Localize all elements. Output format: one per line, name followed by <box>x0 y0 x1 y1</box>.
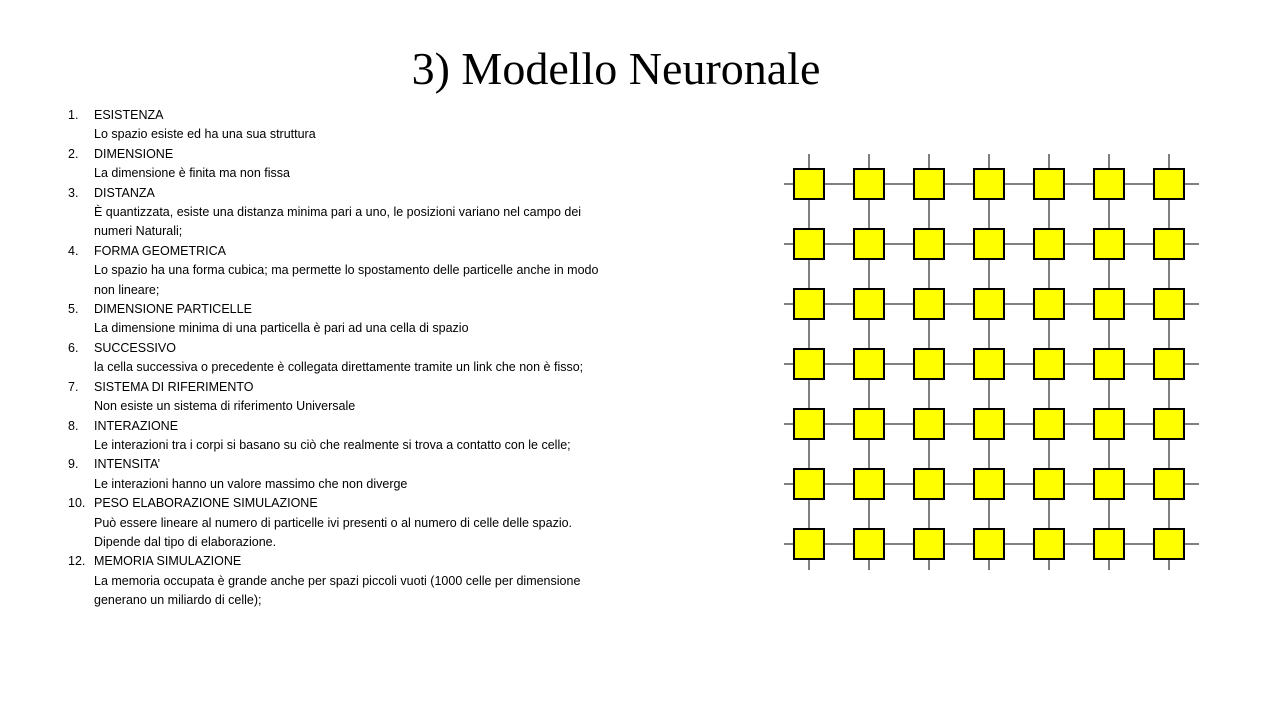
list-item-description: La dimensione minima di una particella è pari ad una cella di spazio <box>94 321 469 336</box>
grid-cell <box>974 469 1004 499</box>
list-item-heading: INTENSITA’ <box>94 457 161 472</box>
list-item-number: 8. <box>68 418 79 433</box>
grid-cell <box>1154 409 1184 439</box>
list-item-heading: SUCCESSIVO <box>94 340 176 355</box>
grid-cell <box>854 469 884 499</box>
grid-cell <box>1034 289 1064 319</box>
list-item <box>68 184 608 242</box>
grid-cell <box>974 289 1004 319</box>
grid-cell <box>1034 349 1064 379</box>
grid-cell <box>794 229 824 259</box>
list-item-number: 4. <box>68 243 79 258</box>
list-item-description: La memoria occupata è grande anche per spazi piccoli vuoti (1000 celle per dimensione generano un miliardo di celle); <box>94 573 581 608</box>
grid-cell <box>914 409 944 439</box>
list-item-number: 9. <box>68 457 79 472</box>
list-item-description: Lo spazio esiste ed ha una sua struttura <box>94 127 316 142</box>
grid-cell <box>914 529 944 559</box>
list-item-heading: SISTEMA DI RIFERIMENTO <box>94 379 254 394</box>
grid-cell <box>914 169 944 199</box>
list-item <box>68 552 608 610</box>
grid-cell <box>1094 529 1124 559</box>
grid-cell <box>854 349 884 379</box>
list-item-description: Non esiste un sistema di riferimento Universale <box>94 399 356 414</box>
grid-cell <box>1154 469 1184 499</box>
grid-cell <box>974 409 1004 439</box>
grid-cell <box>794 469 824 499</box>
list-item-heading: DIMENSIONE <box>94 146 174 161</box>
grid-cell <box>1034 469 1064 499</box>
grid-cell <box>1094 289 1124 319</box>
grid-cell <box>854 289 884 319</box>
grid-cell <box>794 169 824 199</box>
grid-cell <box>794 409 824 439</box>
list-item-number: 10. <box>68 496 86 511</box>
list-item-number: 1. <box>68 108 79 122</box>
list-item-description: La dimensione è finita ma non fissa <box>94 166 290 181</box>
grid-cell <box>1154 289 1184 319</box>
grid-cell <box>974 229 1004 259</box>
grid-cell <box>794 529 824 559</box>
grid-cell <box>1094 349 1124 379</box>
slide-title: 3) Modello Neuronale <box>411 42 821 94</box>
list-item <box>68 339 608 378</box>
grid-cell <box>1154 349 1184 379</box>
grid-cell <box>1034 229 1064 259</box>
list-item-number: 7. <box>68 379 79 394</box>
list-item-number: 3. <box>68 185 79 200</box>
list-item-heading: DISTANZA <box>94 185 155 200</box>
list-item-description: la cella successiva o precedente è collegata direttamente tramite un link che non è fisso; <box>94 360 584 375</box>
grid-cell <box>1094 469 1124 499</box>
grid-cell <box>1154 169 1184 199</box>
grid-cell <box>1034 169 1064 199</box>
grid-cell <box>1094 409 1124 439</box>
list-item-heading: FORMA GEOMETRICA <box>94 243 226 258</box>
grid-cell <box>854 409 884 439</box>
cell-grid-diagram <box>780 150 1210 570</box>
grid-cell <box>1034 529 1064 559</box>
grid-cell <box>974 169 1004 199</box>
grid-cell <box>914 349 944 379</box>
grid-cell <box>1034 409 1064 439</box>
list-item <box>68 378 608 417</box>
list-item <box>68 494 608 552</box>
list-item-description: Lo spazio ha una forma cubica; ma permette lo spostamento delle particelle anche in modo non lineare; <box>94 263 599 297</box>
list-item-description: Le interazioni hanno un valore massimo che non diverge <box>94 476 408 491</box>
list-item-heading: MEMORIA SIMULAZIONE <box>94 554 242 569</box>
list-item-heading: ESISTENZA <box>94 108 164 122</box>
list-item <box>68 455 608 494</box>
grid-cell <box>1094 169 1124 199</box>
list-item-number: 5. <box>68 302 79 317</box>
grid-cell <box>914 289 944 319</box>
grid-cell <box>974 349 1004 379</box>
grid-cell <box>794 349 824 379</box>
list-item-heading: PESO ELABORAZIONE SIMULAZIONE <box>94 496 318 511</box>
list-item-number: 2. <box>68 146 79 161</box>
list-item-number: 12. <box>68 554 86 569</box>
grid-cell <box>854 229 884 259</box>
list-item-heading: DIMENSIONE PARTICELLE <box>94 302 252 317</box>
list-item <box>68 106 608 145</box>
properties-list <box>68 106 608 611</box>
list-item-description: Può essere lineare al numero di particelle ivi presenti o al numero di celle delle spazio. Dipende dal tipo di elaborazione. <box>94 515 573 549</box>
grid-cell <box>1154 529 1184 559</box>
list-item-number: 6. <box>68 340 79 355</box>
list-item-description: Le interazioni tra i corpi si basano su ciò che realmente si trova a contatto con le celle; <box>94 437 571 452</box>
list-item <box>68 300 608 339</box>
list-item <box>68 242 608 300</box>
list-item <box>68 145 608 184</box>
grid-cell <box>794 289 824 319</box>
grid-cell <box>914 229 944 259</box>
grid-cell <box>854 529 884 559</box>
grid-cell <box>1094 229 1124 259</box>
grid-cell <box>974 529 1004 559</box>
list-item-heading: INTERAZIONE <box>94 418 179 433</box>
grid-cell <box>914 469 944 499</box>
grid-cell <box>1154 229 1184 259</box>
list-item-description: È quantizzata, esiste una distanza minima pari a uno, le posizioni variano nel campo dei numeri Naturali; <box>94 205 582 239</box>
grid-cell <box>854 169 884 199</box>
list-item <box>68 417 608 456</box>
